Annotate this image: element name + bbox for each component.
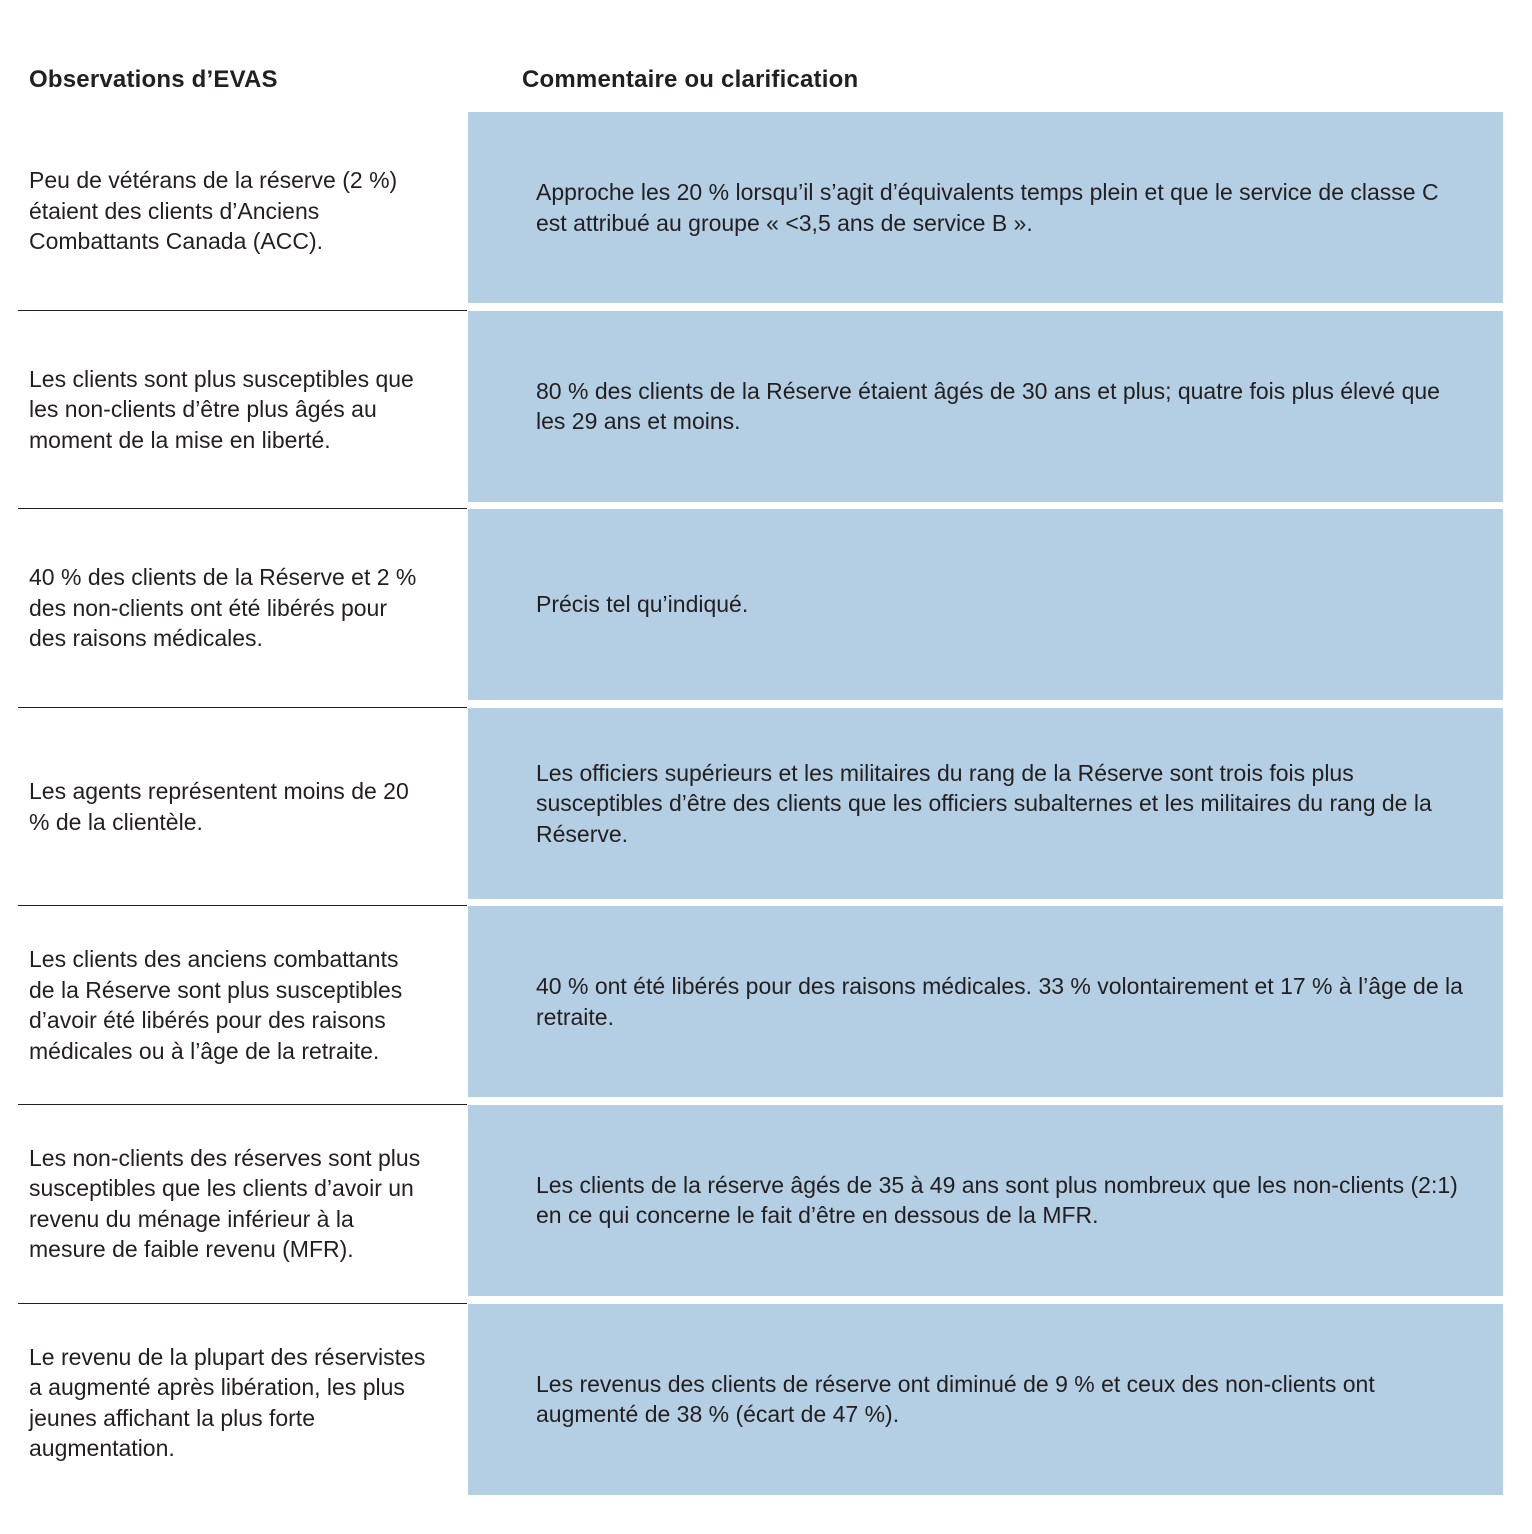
observation-text: Les clients sont plus susceptibles que les non-clients d’être plus âgés au moment de la mise en liberté. [29, 365, 414, 453]
observation-cell [18, 1105, 467, 1304]
table-row [0, 1304, 1532, 1503]
observation-text: Le revenu de la plupart des réservistes a augmenté après libération, les plus jeunes affichant la plus forte augmentation. [29, 1343, 426, 1462]
observation-cell [18, 311, 467, 510]
table-row [0, 708, 1532, 907]
comment-cell [468, 509, 1503, 700]
comment-text: Précis tel qu’indiqué. [536, 591, 749, 618]
observation-text: Les agents représentent moins de 20 % de la clientèle. [29, 778, 409, 835]
comment-cell [468, 112, 1503, 303]
comment-cell [468, 1304, 1503, 1495]
comment-text: Les revenus des clients de réserve ont diminué de 9 % et ceux des non-clients ont augmenté de 38 % (écart de 47 %). [536, 1370, 1375, 1428]
table-row [0, 311, 1532, 510]
observation-text: Les clients des anciens combattants de la Réserve sont plus susceptibles d’avoir été libérés pour des raisons médicales ou à l’âge de la retraite. [29, 946, 403, 1064]
table-row [0, 112, 1532, 311]
comment-text: 80 % des clients de la Réserve étaient âgés de 30 ans et plus; quatre fois plus élevé que les 29 ans et moins. [536, 377, 1440, 435]
comments-column-header: Commentaire ou clarification [522, 66, 859, 93]
observations-column-header: Observations d’EVAS [29, 66, 278, 93]
observation-text: Les non-clients des réserves sont plus susceptibles que les clients d’avoir un revenu du ménage inférieur à la mesure de faible revenu (MFR). [29, 1144, 421, 1263]
comment-text: Les clients de la réserve âgés de 35 à 49 ans sont plus nombreux que les non-clients (2:1) en ce qui concerne le fait d’être en dessous de la MFR. [536, 1171, 1458, 1229]
comment-cell [468, 311, 1503, 502]
comment-text: Les officiers supérieurs et les militaires du rang de la Réserve sont trois fois plus susceptibles d’être des clients que les officiers subalternes et les militaires du rang de la Réserve. [536, 759, 1432, 847]
observation-cell [18, 509, 467, 708]
comment-cell [468, 708, 1503, 899]
observation-text: Peu de vétérans de la réserve (2 %) étaient des clients d’Anciens Combattants Canada (ACC). [29, 167, 398, 255]
table-row [0, 906, 1532, 1105]
observation-cell [18, 906, 467, 1105]
observation-cell [18, 112, 467, 311]
table-row [0, 1105, 1532, 1304]
comment-cell [468, 1105, 1503, 1296]
table-row [0, 509, 1532, 708]
comment-cell [468, 906, 1503, 1097]
observation-cell [18, 1304, 467, 1503]
comment-text: Approche les 20 % lorsqu’il s’agit d’équivalents temps plein et que le service de classe C est attribué au groupe « <3,5 ans de service B ». [536, 179, 1439, 236]
observation-cell [18, 708, 467, 907]
observation-text: 40 % des clients de la Réserve et 2 % des non-clients ont été libérés pour des raisons médicales. [29, 564, 417, 652]
comment-text: 40 % ont été libérés pour des raisons médicales. 33 % volontairement et 17 % à l’âge de la retraite. [536, 973, 1463, 1030]
comparison-table [0, 112, 1532, 1502]
